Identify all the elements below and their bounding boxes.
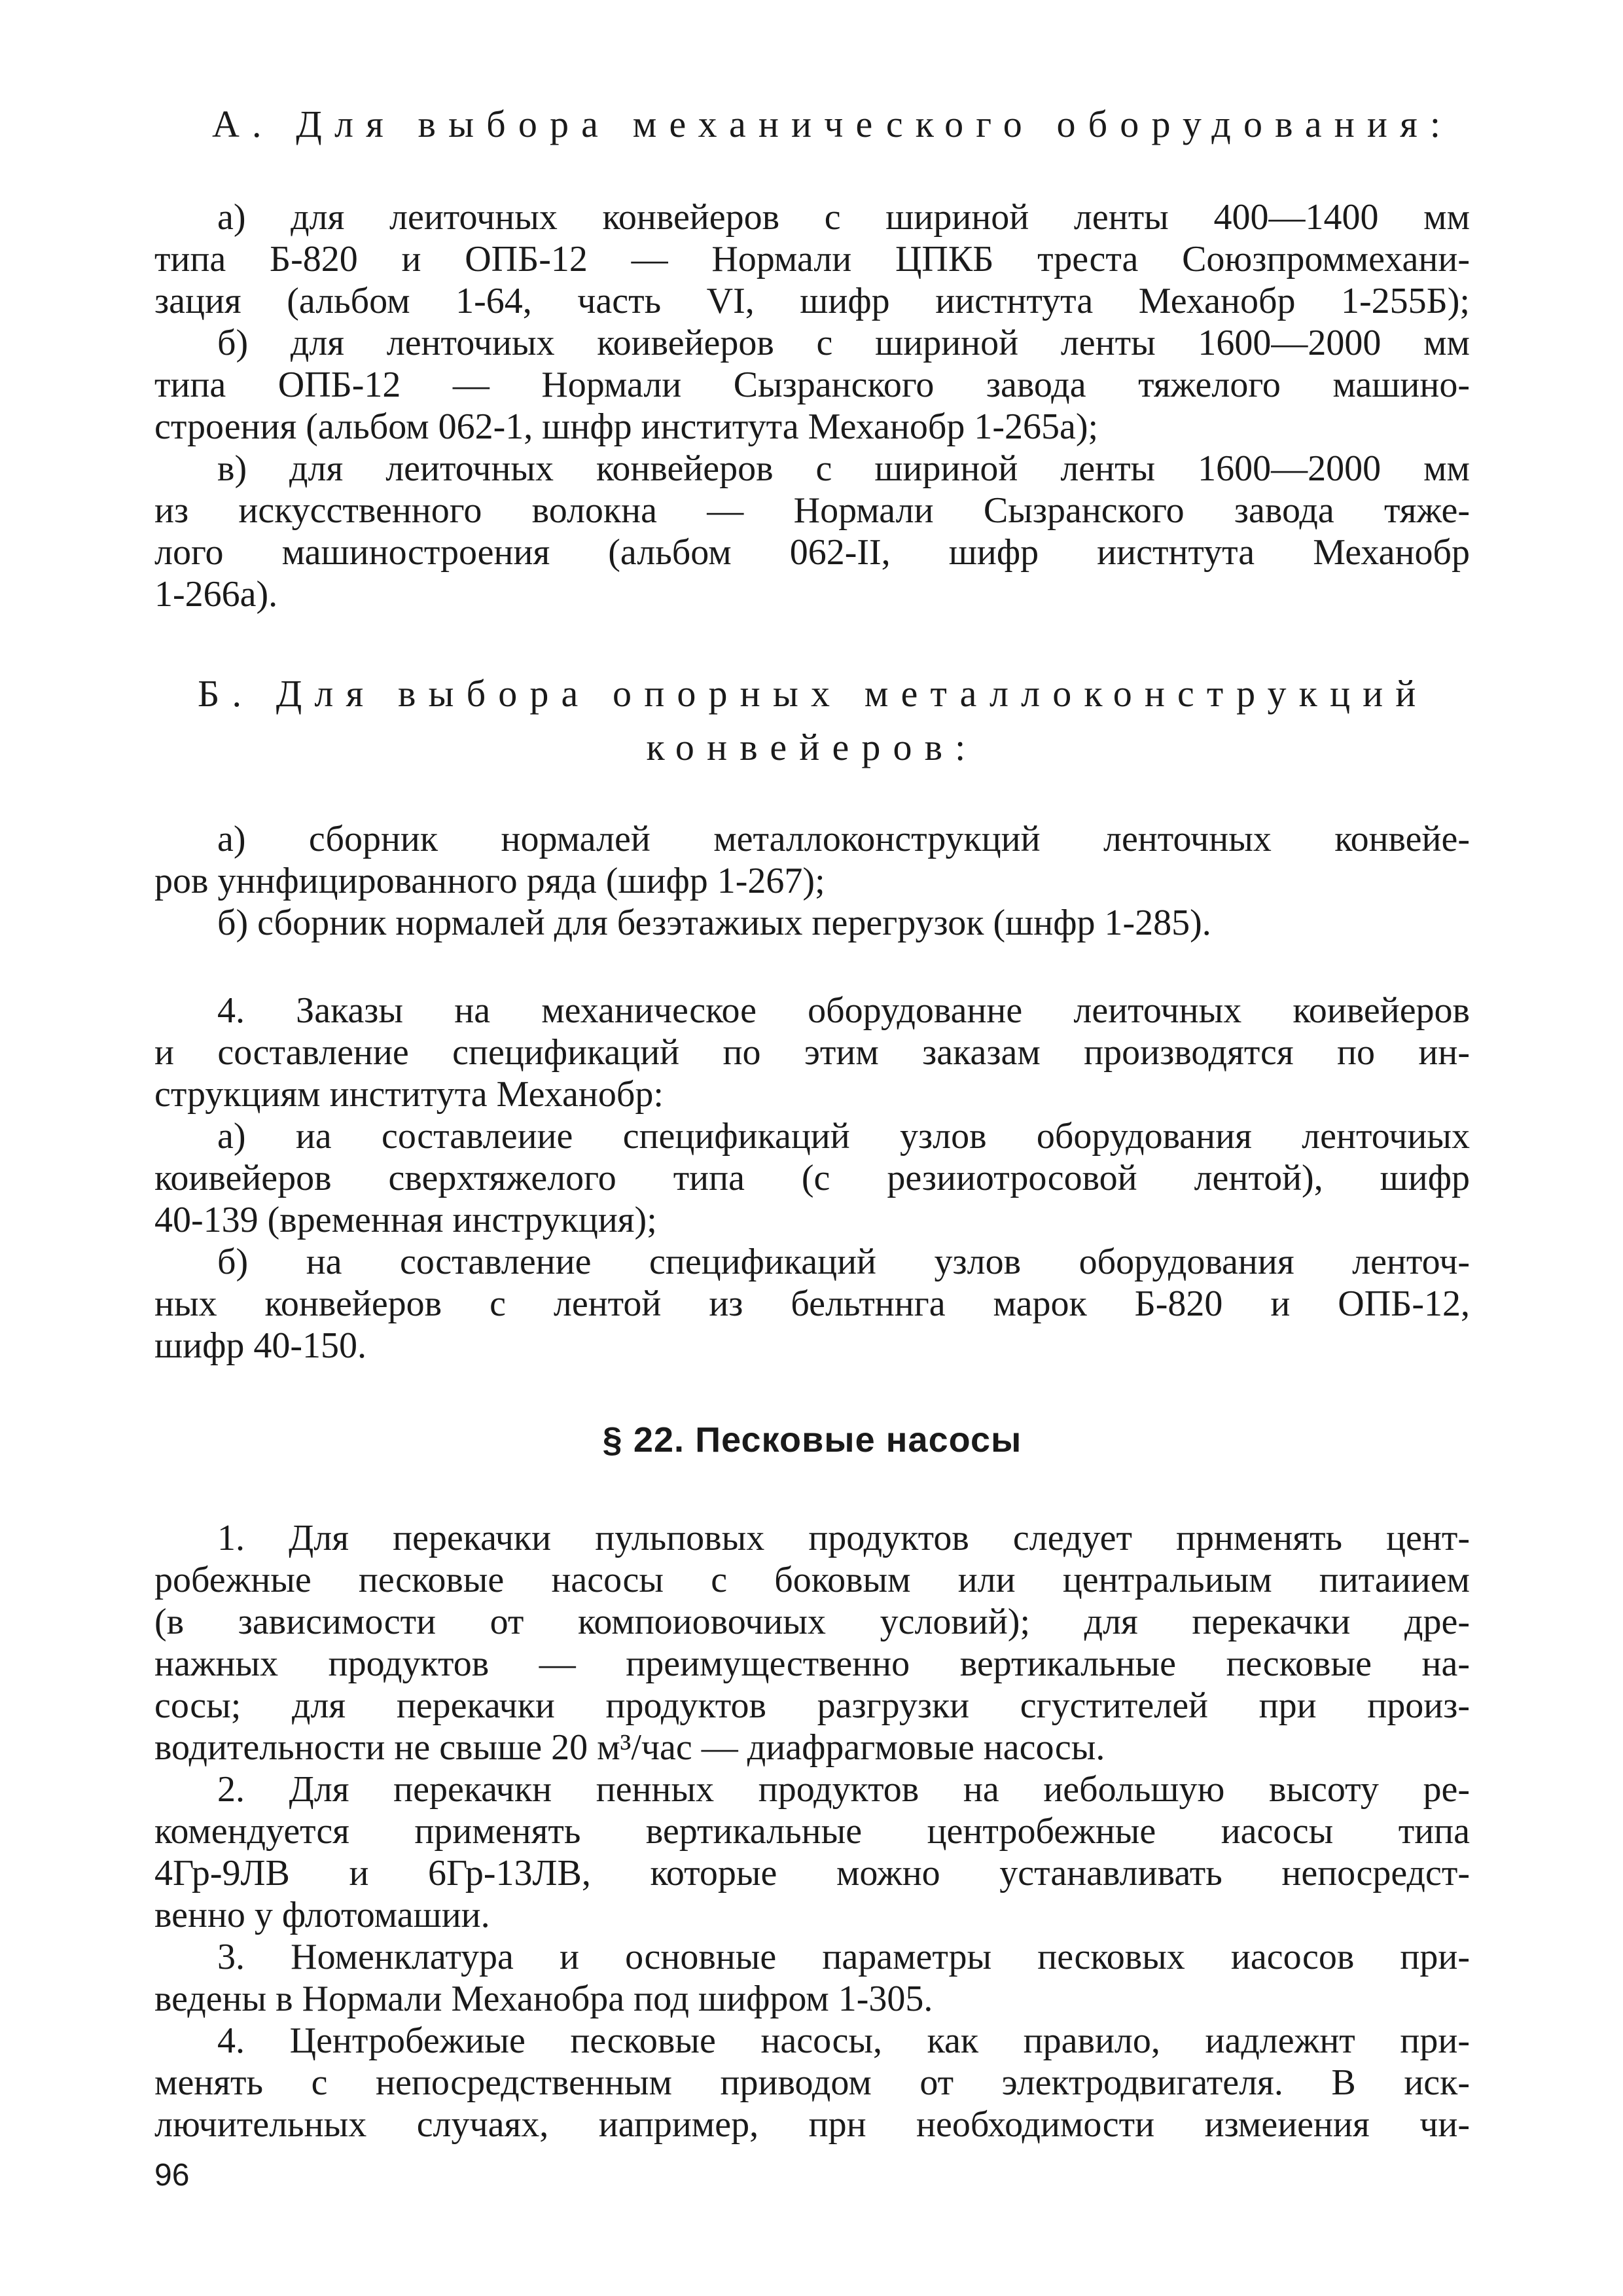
page-number: 96 <box>154 2158 190 2193</box>
paragraph-line: из искусственного волокна — Нормали Сызранского завода тяже- <box>154 490 1470 531</box>
paragraph-line: комендуется применять вертикальные центробежные иасосы типа <box>154 1811 1470 1852</box>
paragraph-line: ных конвейеров с лентой из бельтннга марок Б-820 и ОПБ-12, <box>154 1283 1470 1324</box>
section-heading: § 22. Песковые насосы <box>602 1420 1022 1460</box>
paragraph-line: и составление спецификаций по этим заказам производятся по ин- <box>154 1032 1470 1073</box>
paragraph-line: строения (альбом 062-1, шнфр института Механобр 1-265а); <box>154 406 1099 447</box>
paragraph-line: а) иа составлеиие спецификаций узлов оборудования ленточиых <box>217 1116 1470 1157</box>
paragraph-line: лого машиностроения (альбом 062-II, шифр иистнтута Механобр <box>154 532 1470 573</box>
paragraph-line: ров уннфицированного ряда (шифр 1-267); <box>154 861 825 901</box>
paragraph-line: сосы; для перекачки продуктов разгрузки сгустителей при произ- <box>154 1685 1470 1726</box>
paragraph-line: 40-139 (временная инструкция); <box>154 1200 657 1240</box>
paragraph-line: а) для леиточных конвейеров с шириной ленты 400—1400 мм <box>217 197 1470 238</box>
paragraph-line: водительности не свыше 20 м³/час — диафрагмовые насосы. <box>154 1727 1105 1768</box>
paragraph-line: венно у флотомашии. <box>154 1895 490 1935</box>
paragraph-line: коивейеров сверхтяжелого типа (с резииотросовой лентой), шифр <box>154 1158 1470 1198</box>
paragraph-line: б) на составление спецификаций узлов оборудования ленточ- <box>217 1242 1470 1282</box>
paragraph-line: ведены в Нормали Механобра под шифром 1-305. <box>154 1979 933 2019</box>
paragraph-line: нажных продуктов — преимущественно вертикальные песковые на- <box>154 1643 1470 1684</box>
paragraph-line: 4. Центробежиые песковые насосы, как правило, иадлежнт при- <box>217 2020 1470 2061</box>
paragraph-line: струкциям института Механобр: <box>154 1074 664 1115</box>
paragraph-line: менять с непосредственным приводом от электродвигателя. В иск- <box>154 2062 1470 2103</box>
paragraph-line: шифр 40-150. <box>154 1325 367 1366</box>
section-b-title-cont: конвейеров: <box>646 726 978 768</box>
paragraph-line: робежные песковые насосы с боковым или центральиым питаиием <box>154 1560 1470 1600</box>
paragraph-line: 4Гр-9ЛВ и 6Гр-13ЛВ, которые можно устанавливать непосредст- <box>154 1853 1470 1893</box>
section-a-title: А. Для выбора механического оборудования: <box>212 103 1454 145</box>
paragraph-line: типа ОПБ-12 — Нормали Сызранского завода тяжелого машино- <box>154 365 1470 405</box>
paragraph-line: типа Б-820 и ОПБ-12 — Нормали ЦПКБ треста Союзпроммехани- <box>154 239 1470 279</box>
paragraph-line: лючительных случаях, иапример, прн необходимости измеиения чи- <box>154 2104 1470 2145</box>
paragraph-line: зация (альбом 1-64, часть VI, шифр иистнтута Механобр 1-255Б); <box>154 281 1470 321</box>
paragraph-line: б) сборник нормалей для безэтажиых перегрузок (шнфр 1-285). <box>217 903 1211 943</box>
paragraph-line: б) для ленточиых коивейеров с шириной ленты 1600—2000 мм <box>217 323 1470 363</box>
paragraph-line: 4. Заказы на механическое оборудованне леиточных коивейеров <box>217 990 1470 1031</box>
paragraph-line: 1-266а). <box>154 574 278 615</box>
paragraph-line: 2. Для перекачкн пенных продуктов на иебольшую высоту ре- <box>217 1769 1470 1810</box>
section-b-title: Б. Для выбора опорных металлоконструкций <box>198 672 1429 715</box>
paragraph-line: а) сборник нормалей металлоконструкций ленточных конвейе- <box>217 819 1470 859</box>
paragraph-line: 3. Номенклатура и основные параметры песковых иасосов при- <box>217 1937 1470 1977</box>
paragraph-line: (в зависимости от компоиовочиых условий); для перекачки дре- <box>154 1602 1470 1642</box>
paragraph-line: 1. Для перекачки пульповых продуктов следует прнменять цент- <box>217 1518 1470 1558</box>
paragraph-line: в) для леиточных конвейеров с шириной ленты 1600—2000 мм <box>217 448 1470 489</box>
